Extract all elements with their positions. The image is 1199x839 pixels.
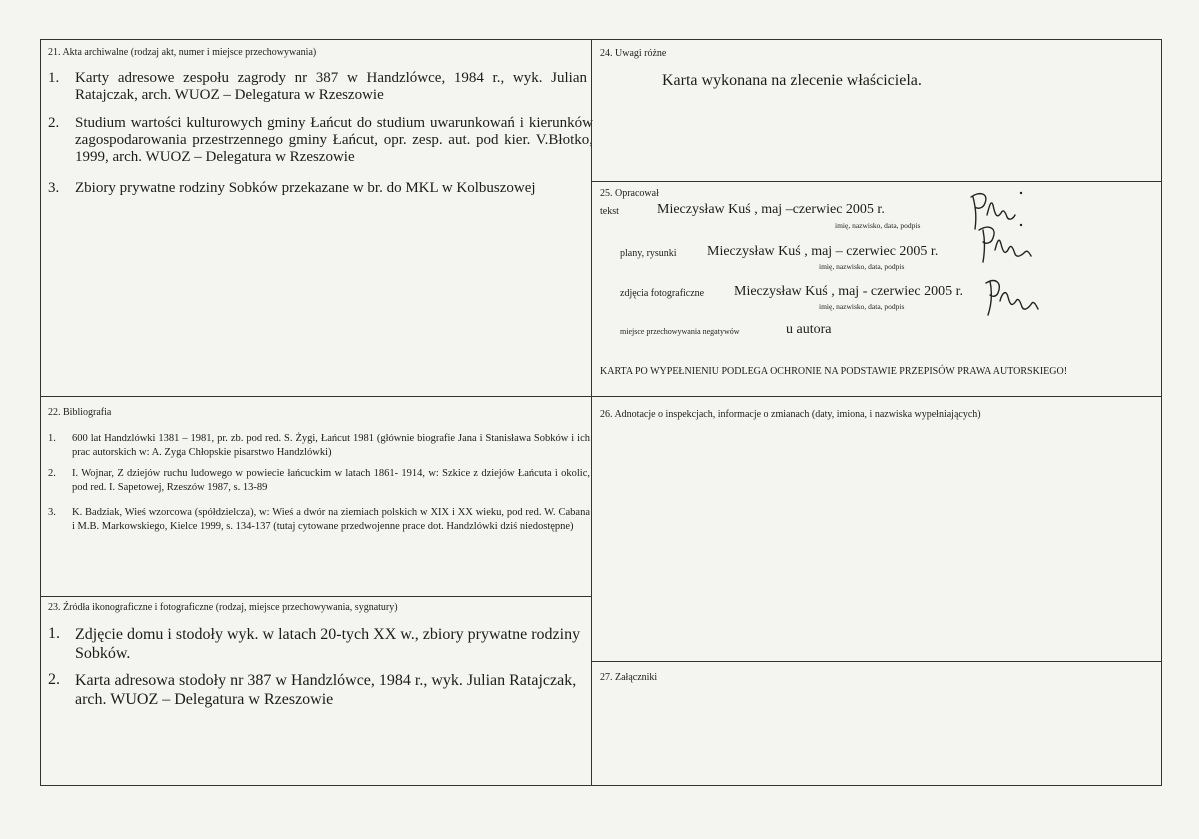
section-24-header: 24. Uwagi różne [600, 48, 667, 59]
s25-plany-label: plany, rysunki [620, 248, 677, 259]
s22-item-2-number: 2. [48, 468, 56, 479]
s25-tekst-caption: imię, nazwisko, data, podpis [835, 221, 921, 230]
s23-item-1-text: Zdjęcie domu i stodoły wyk. w latach 20-tych XX w., zbiory prywatne rodziny Sobków. [75, 626, 581, 662]
s25-plany-caption: imię, nazwisko, data, podpis [819, 262, 905, 271]
s25-plany-value: Mieczysław Kuś , maj – czerwiec 2005 r. [707, 244, 939, 259]
section-27-header: 27. Załączniki [600, 672, 658, 683]
s25-negatywy-value: u autora [786, 322, 832, 337]
s24-remark-text: Karta wykonana na zlecenie właściciela. [662, 72, 922, 89]
s25-tekst-label: tekst [600, 206, 619, 217]
s25-zdjecia-caption: imię, nazwisko, data, podpis [819, 302, 905, 311]
s25-negatywy-label: miejsce przechowywania negatywów [620, 327, 740, 336]
s21-item-2-text: Studium wartości kulturowych gminy Łańcut do studium uwarunkowań i kierunków zagospodarowania przestrzennego gminy Łańcut, opr. zesp. aut. pod kier. V.Błotko, 1999, arch. WUOZ – Delegatura w Rzeszowie [75, 115, 593, 165]
signature-2-icon [975, 222, 1045, 267]
section-21-header: 21. Akta archiwalne (rodzaj akt, numer i miejsce przechowywania) [48, 47, 317, 58]
s22-item-3-number: 3. [48, 507, 56, 518]
section-26-inspection-notes [591, 396, 1162, 662]
s21-item-3-number: 3. [48, 180, 60, 196]
section-26-header: 26. Adnotacje o inspekcjach, informacje o zmianach (daty, imiona, i nazwiska wypełniających) [600, 409, 981, 420]
s21-item-2-number: 2. [48, 115, 60, 131]
s23-item-2-text: Karta adresowa stodoły nr 387 w Handzlówce, 1984 r., wyk. Julian Ratajczak, arch. WUOZ – Delegatura w Rzeszowie [75, 672, 577, 708]
signature-3-icon [980, 275, 1050, 320]
s25-tekst-value: Mieczysław Kuś , maj –czerwiec 2005 r. [657, 202, 885, 217]
s21-item-1-number: 1. [48, 70, 60, 86]
s21-item-1-text: Karty adresowe zespołu zagrody nr 387 w Handzlówce, 1984 r., wyk. Julian Ratajczak, arch. WUOZ – Delegatura w Rzeszowie [75, 70, 587, 103]
s23-item-2-number: 2. [48, 671, 60, 688]
s23-item-1-number: 1. [48, 625, 60, 642]
s21-item-3-text: Zbiory prywatne rodziny Sobków przekazane w br. do MKL w Kolbuszowej [75, 180, 536, 196]
section-22-header: 22. Bibliografia [48, 407, 112, 418]
section-25-header: 25. Opracował [600, 188, 659, 199]
s22-item-1-number: 1. [48, 433, 56, 444]
section-27-attachments [591, 661, 1162, 786]
section-24-remarks [591, 39, 1162, 182]
s25-zdjecia-label: zdjęcia fotograficzne [620, 288, 705, 299]
s22-item-3-text: K. Badziak, Wieś wzorcowa (spółdzielcza), w: Wieś a dwór na ziemiach polskich w XIX i XX wieku, pod red. W. Cabana i M.B. Markowskiego, Kielce 1999, s. 134-137 (tutaj cytowane przedwojenne prace dot. Handzlówki dziś niedostępne) [72, 507, 590, 532]
s22-item-2-text: I. Wojnar, Z dziejów ruchu ludowego w powiecie łańcuckim w latach 1861- 1914, w: Szkice z dziejów Łańcuta i okolic, pod red. I. Sapetowej, Rzeszów 1987, s. 13-89 [72, 468, 590, 493]
s22-item-1-text: 600 lat Handzlówki 1381 – 1981, pr. zb. pod red. S. Żygi, Łańcut 1981 (głównie biografie Jana i Stanisława Sobków i ich prac autorskich w: A. Zyga Chłopskie pisarstwo Handzlówki) [72, 433, 590, 458]
section-22-bibliography [40, 396, 592, 597]
s25-copyright-notice: KARTA PO WYPEŁNIENIU PODLEGA OCHRONIE NA PODSTAWIE PRZEPISÓW PRAWA AUTORSKIEGO! [600, 366, 1068, 377]
section-23-header: 23. Źródła ikonograficzne i fotograficzne (rodzaj, miejsce przechowywania, sygnatury) [48, 602, 398, 613]
s25-zdjecia-value: Mieczysław Kuś , maj - czerwiec 2005 r. [734, 284, 963, 299]
